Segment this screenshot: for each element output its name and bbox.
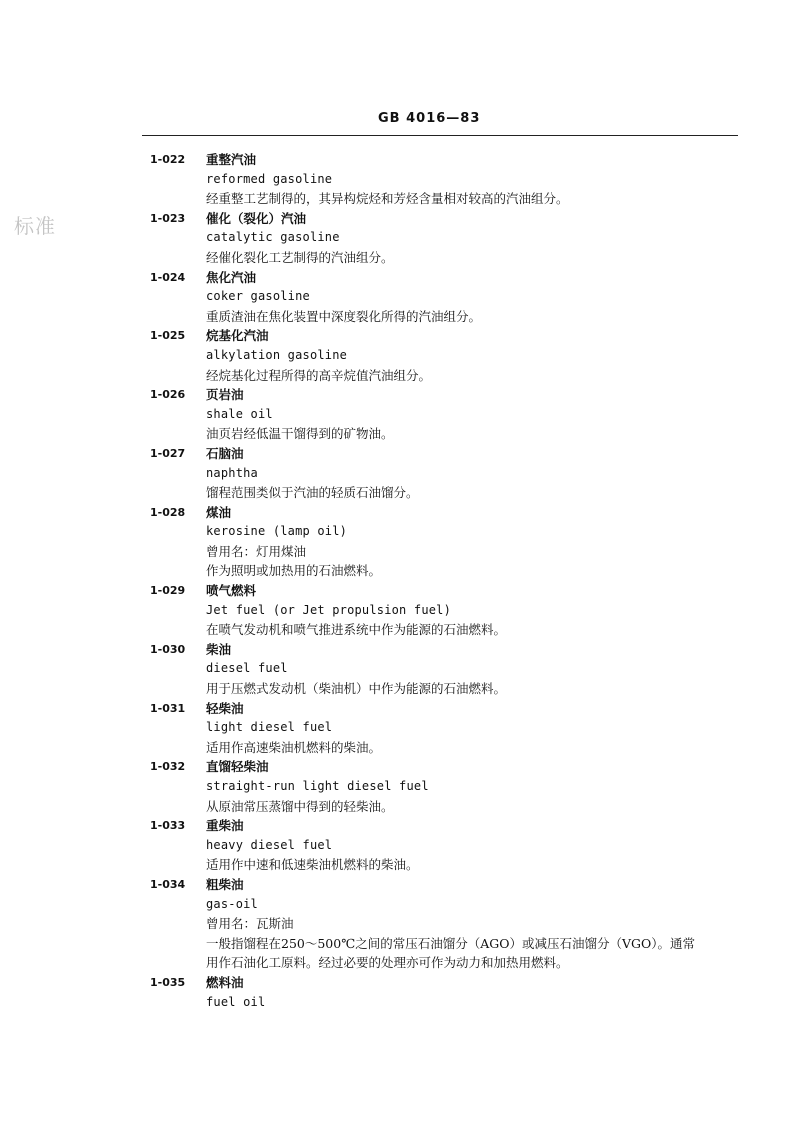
term-number: 1-032 bbox=[150, 760, 186, 774]
term-english: naphtha bbox=[206, 465, 258, 480]
term-heading-row bbox=[150, 640, 740, 660]
term-english: kerosine (lamp oil) bbox=[206, 524, 348, 539]
term-chinese: 焦化汽油 bbox=[206, 269, 257, 285]
term-english: diesel fuel bbox=[206, 661, 288, 676]
term-heading-row bbox=[150, 503, 740, 523]
term-definition-line: 一般指馏程在250～500℃之间的常压石油馏分（AGO）或减压石油馏分（VGO）。通常 bbox=[206, 935, 695, 951]
term-definition-line: 在喷气发动机和喷气推进系统中作为能源的石油燃料。 bbox=[206, 622, 507, 638]
term-definition-line: 从原油常压蒸馏中得到的轻柴油。 bbox=[206, 798, 394, 814]
term-chinese: 粗柴油 bbox=[206, 876, 244, 892]
term-definition-line: 经催化裂化工艺制得的汽油组分。 bbox=[206, 249, 394, 265]
term-entry bbox=[150, 581, 740, 640]
term-number: 1-028 bbox=[150, 505, 186, 519]
term-heading-row bbox=[150, 757, 740, 777]
term-definition-line: 馏程范围类似于汽油的轻质石油馏分。 bbox=[206, 485, 419, 501]
term-english: alkylation gasoline bbox=[206, 347, 348, 362]
term-definition-line: 用于压燃式发动机（柴油机）中作为能源的石油燃料。 bbox=[206, 681, 507, 697]
term-chinese: 轻柴油 bbox=[206, 700, 244, 716]
term-entry bbox=[150, 150, 740, 209]
term-heading-row bbox=[150, 444, 740, 464]
term-chinese: 烷基化汽油 bbox=[206, 328, 269, 344]
standard-code-header: GB 4016—83 bbox=[378, 111, 481, 126]
term-chinese: 重柴油 bbox=[206, 818, 244, 834]
term-entry bbox=[150, 326, 740, 385]
term-definition-line: 曾用名：瓦斯油 bbox=[206, 916, 294, 932]
term-entry bbox=[150, 640, 740, 699]
term-chinese: 煤油 bbox=[206, 504, 232, 520]
term-definition-line: 适用作中速和低速柴油机燃料的柴油。 bbox=[206, 857, 419, 873]
term-entry bbox=[150, 816, 740, 875]
term-chinese: 石脑油 bbox=[206, 445, 244, 461]
term-number: 1-033 bbox=[150, 819, 186, 833]
term-entries-list bbox=[150, 150, 740, 1012]
term-definition-line: 作为照明或加热用的石油燃料。 bbox=[206, 563, 382, 579]
term-english: heavy diesel fuel bbox=[206, 837, 333, 852]
term-chinese: 催化（裂化）汽油 bbox=[206, 210, 307, 226]
term-heading-row bbox=[150, 268, 740, 288]
term-chinese: 重整汽油 bbox=[206, 152, 257, 167]
header-rule bbox=[142, 135, 738, 136]
term-number: 1-022 bbox=[150, 153, 186, 166]
term-definition-line: 重质渣油在焦化装置中深度裂化所得的汽油组分。 bbox=[206, 308, 482, 324]
term-number: 1-024 bbox=[150, 270, 186, 284]
term-definition-line: 曾用名：灯用煤油 bbox=[206, 543, 307, 559]
term-chinese: 柴油 bbox=[206, 641, 232, 657]
term-chinese: 直馏轻柴油 bbox=[206, 759, 269, 775]
term-heading-row bbox=[150, 973, 740, 993]
term-entry bbox=[150, 385, 740, 444]
term-chinese: 页岩油 bbox=[206, 387, 244, 403]
term-number: 1-027 bbox=[150, 446, 186, 460]
term-definition-line: 油页岩经低温干馏得到的矿物油。 bbox=[206, 426, 394, 442]
term-entry bbox=[150, 268, 740, 327]
term-heading-row bbox=[150, 150, 740, 170]
term-heading-row bbox=[150, 581, 740, 601]
term-english: fuel oil bbox=[206, 994, 266, 1009]
term-definition-line: 经烷基化过程所得的高辛烷值汽油组分。 bbox=[206, 367, 432, 383]
term-english: Jet fuel (or Jet propulsion fuel) bbox=[206, 602, 452, 617]
term-english: light diesel fuel bbox=[206, 720, 333, 735]
term-english: reformed gasoline bbox=[206, 171, 333, 186]
term-english: catalytic gasoline bbox=[206, 230, 340, 245]
term-english: shale oil bbox=[206, 406, 273, 421]
term-number: 1-031 bbox=[150, 701, 186, 715]
term-number: 1-029 bbox=[150, 584, 186, 598]
term-number: 1-034 bbox=[150, 877, 186, 891]
term-entry bbox=[150, 875, 740, 973]
term-number: 1-035 bbox=[150, 975, 186, 989]
term-number: 1-023 bbox=[150, 211, 186, 225]
term-heading-row bbox=[150, 385, 740, 405]
term-definition-line: 适用作高速柴油机燃料的柴油。 bbox=[206, 739, 382, 755]
term-heading-row bbox=[150, 816, 740, 836]
term-english: straight-run light diesel fuel bbox=[206, 779, 429, 793]
watermark-text: 标准 bbox=[14, 214, 56, 238]
term-number: 1-025 bbox=[150, 329, 186, 343]
term-number: 1-030 bbox=[150, 642, 186, 656]
term-entry bbox=[150, 503, 740, 581]
term-definition-line: 用作石油化工原料。经过必要的处理亦可作为动力和加热用燃料。 bbox=[206, 955, 569, 971]
term-heading-row bbox=[150, 699, 740, 719]
term-number: 1-026 bbox=[150, 388, 186, 402]
term-entry bbox=[150, 973, 740, 1012]
term-english: gas-oil bbox=[206, 896, 258, 911]
term-heading-row bbox=[150, 875, 740, 895]
term-chinese: 燃料油 bbox=[206, 974, 244, 990]
term-entry bbox=[150, 209, 740, 268]
term-entry bbox=[150, 444, 740, 503]
term-chinese: 喷气燃料 bbox=[206, 583, 257, 599]
term-heading-row bbox=[150, 326, 740, 346]
term-heading-row bbox=[150, 209, 740, 229]
term-definition-line: 经重整工艺制得的，其异构烷烃和芳烃含量相对较高的汽油组分。 bbox=[206, 191, 569, 207]
term-entry bbox=[150, 699, 740, 758]
term-english: coker gasoline bbox=[206, 289, 310, 304]
term-entry bbox=[150, 757, 740, 816]
